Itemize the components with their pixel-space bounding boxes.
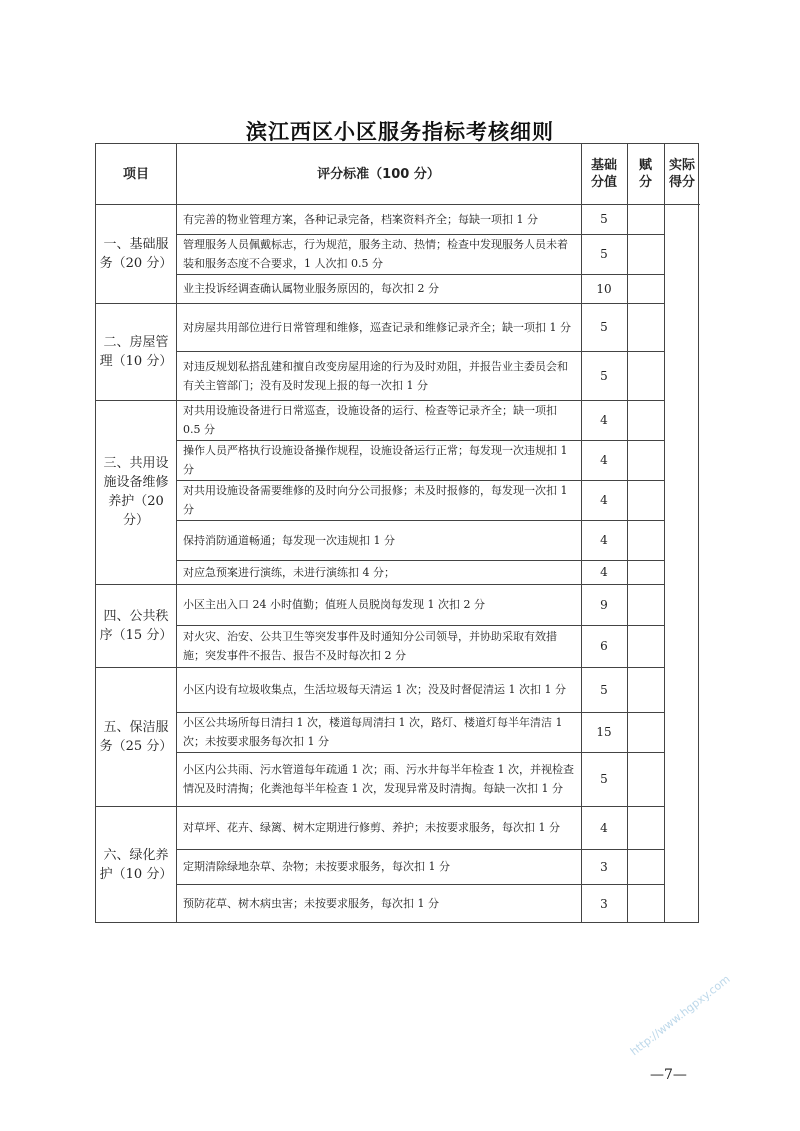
assessment-table: [95, 143, 699, 923]
assigned-score-cell[interactable]: [627, 849, 664, 884]
assigned-score-cell[interactable]: [627, 520, 664, 560]
section-title: 一、基础服务（20 分）: [99, 236, 173, 271]
assigned-score-cell[interactable]: [627, 560, 664, 584]
actual-score-cell[interactable]: [664, 204, 700, 303]
assigned-score-cell[interactable]: [627, 480, 664, 520]
watermark: http://www.hgpxy.com: [628, 972, 733, 1059]
assigned-score-cell[interactable]: [627, 303, 664, 351]
assigned-score-cell[interactable]: [627, 712, 664, 752]
criteria-text: 对火灾、治安、公共卫生等突发事件及时通知分公司领导，并协助采取有效措施；突发事件不报告、报告不及时每次扣 2 分: [183, 630, 557, 662]
base-score: 5: [600, 247, 608, 261]
assigned-score-cell[interactable]: [627, 625, 664, 667]
actual-score-cell[interactable]: [664, 303, 700, 400]
base-score: 5: [600, 368, 608, 383]
assigned-score-cell[interactable]: [627, 806, 664, 849]
header-assigned-score: 赋分: [638, 158, 652, 190]
criteria-text: 小区内设有垃圾收集点，生活垃圾每天清运 1 次；没及时督促清运 1 次扣 1 分: [183, 683, 566, 696]
assigned-score-cell[interactable]: [627, 274, 664, 303]
section-title: 四、公共秩序（15 分）: [99, 608, 173, 643]
assigned-score-cell[interactable]: [627, 204, 664, 234]
actual-score-cell[interactable]: [664, 806, 700, 923]
criteria-text: 预防花草、树木病虫害；未按要求服务，每次扣 1 分: [183, 897, 439, 910]
base-score: 9: [600, 597, 608, 612]
base-score: 4: [600, 493, 608, 507]
base-score: 10: [596, 281, 612, 296]
assigned-score-cell[interactable]: [627, 667, 664, 712]
assigned-score-cell[interactable]: [627, 752, 664, 806]
base-score: 3: [600, 896, 608, 911]
criteria-text: 保持消防通道畅通；每发现一次违规扣 1 分: [183, 533, 395, 547]
criteria-text: 小区内公共雨、污水管道每年疏通 1 次；雨、污水井每半年检查 1 次，并视检查情况及时清掏；化粪池每半年检查 1 次，发现异常及时清掏。每缺一次扣 1 分: [183, 763, 574, 795]
assigned-score-cell[interactable]: [627, 584, 664, 625]
section-title: 三、共用设施设备维修养护（20 分）: [103, 456, 169, 528]
criteria-text: 对应急预案进行演练，未进行演练扣 4 分；: [183, 565, 395, 579]
page-title: 滨江西区小区服务指标考核细则: [246, 120, 554, 144]
criteria-text: 对房屋共用部位进行日常管理和维修，巡查记录和维修记录齐全；缺一项扣 1 分: [183, 320, 571, 334]
criteria-text: 小区主出入口 24 小时值勤；值班人员脱岗每发现 1 次扣 2 分: [183, 598, 485, 611]
assigned-score-cell[interactable]: [627, 351, 664, 400]
criteria-text: 对共用设施设备进行日常巡查，设施设备的运行、检查等记录齐全；缺一项扣 0.5 分: [183, 404, 557, 436]
base-score: 4: [600, 565, 608, 579]
base-score: 4: [600, 413, 608, 427]
base-score: 5: [600, 320, 608, 334]
base-score: 5: [600, 212, 608, 226]
criteria-text: 操作人员严格执行设施设备操作规程，设施设备运行正常；每发现一次违规扣 1 分: [183, 444, 568, 476]
criteria-text: 管理服务人员佩戴标志，行为规范，服务主动、热情；检查中发现服务人员未着装和服务态度不合要求，1 人次扣 0.5 分: [183, 238, 568, 270]
base-score: 4: [600, 820, 608, 835]
base-score: 4: [600, 453, 608, 467]
base-score: 3: [600, 859, 608, 874]
base-score: 5: [600, 772, 608, 786]
header-item: 项目: [122, 166, 149, 182]
criteria-text: 有完善的物业管理方案，各种记录完备，档案资料齐全；每缺一项扣 1 分: [183, 212, 538, 226]
base-score: 6: [600, 639, 608, 653]
criteria-text: 业主投诉经调查确认属物业服务原因的，每次扣 2 分: [183, 282, 439, 295]
assigned-score-cell[interactable]: [627, 884, 664, 923]
header-base-score: 基础分值: [590, 158, 617, 190]
section-title: 六、绿化养护（10 分）: [99, 847, 173, 882]
base-score: 4: [600, 533, 608, 547]
header-actual-score: 实际得分: [668, 158, 695, 190]
base-score: 15: [596, 725, 612, 739]
section-title: 二、房屋管理（10 分）: [99, 334, 173, 369]
base-score: 5: [600, 682, 608, 697]
assigned-score-cell[interactable]: [627, 440, 664, 480]
page-number: —7—: [650, 1067, 687, 1083]
actual-score-cell[interactable]: [664, 667, 700, 806]
criteria-text: 定期清除绿地杂草、杂物；未按要求服务，每次扣 1 分: [183, 860, 450, 873]
actual-score-cell[interactable]: [664, 584, 700, 667]
criteria-text: 对草坪、花卉、绿篱、树木定期进行修剪、养护；未按要求服务，每次扣 1 分: [183, 821, 560, 834]
criteria-text: 对违反规划私搭乱建和擅自改变房屋用途的行为及时劝阻，并报告业主委员会和有关主管部门；没有及时发现上报的每一次扣 1 分: [183, 359, 568, 392]
assigned-score-cell[interactable]: [627, 234, 664, 274]
actual-score-cell[interactable]: [664, 400, 700, 584]
assigned-score-cell[interactable]: [627, 400, 664, 440]
criteria-text: 小区公共场所每日清扫 1 次，楼道每周清扫 1 次，路灯、楼道灯每半年清洁 1 次；未按要求服务每次扣 1 分: [183, 716, 563, 748]
section-title: 五、保洁服务（25 分）: [99, 719, 173, 754]
header-criteria: 评分标准（100 分）: [317, 166, 440, 182]
criteria-text: 对共用设施设备需要维修的及时向分公司报修；未及时报修的，每发现一次扣 1 分: [183, 484, 568, 516]
